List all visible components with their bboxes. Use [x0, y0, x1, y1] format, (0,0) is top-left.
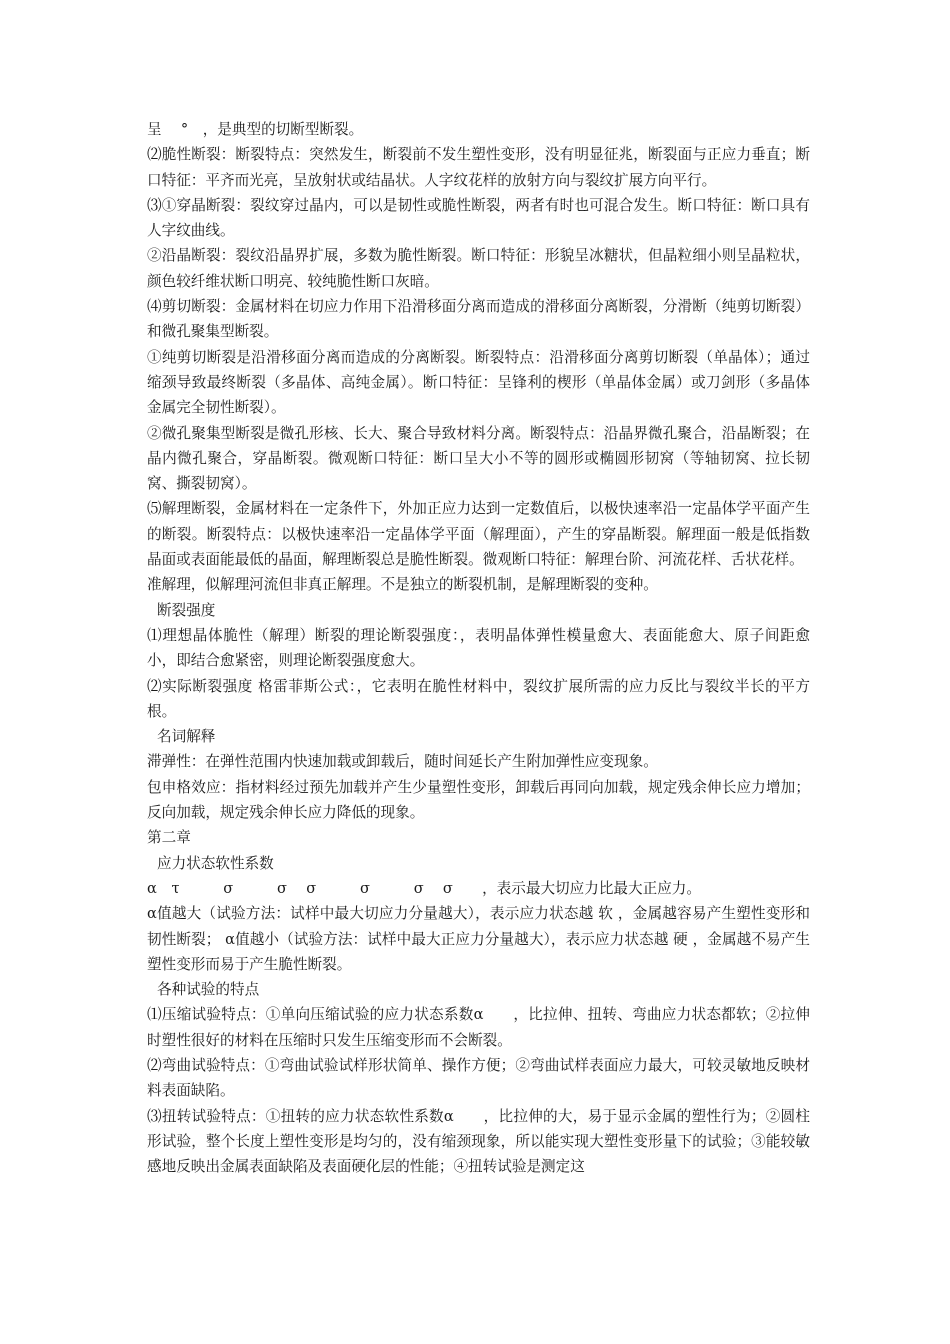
- paragraph-shear-fracture: ⑷剪切断裂：金属材料在切应力作用下沿滑移面分离而造成的滑移面分离断裂，分滑断（纯剪切断裂）和微孔聚集型断裂。: [147, 298, 810, 341]
- paragraph-bending-test: ⑵弯曲试验特点：①弯曲试验试样形状简单、操作方便；②弯曲试样表面应力最大，可较灵敏地反映材料表面缺陷。: [147, 1056, 810, 1100]
- paragraph-transgranular-fracture: ⑶①穿晶断裂：裂纹穿过晶内，可以是韧性或脆性断裂，两者有时也可混合发生。断口特征：断口具有人字纹曲线。: [147, 196, 810, 240]
- paragraph-anelasticity: 滞弹性：在弹性范围内快速加载或卸载后，随时间延长产生附加弹性应变现象。: [147, 753, 658, 771]
- paragraph-shear-fracture-angle: 呈 ° ，是典型的切断型断裂。: [147, 121, 364, 138]
- paragraph-intergranular-fracture: ②沿晶断裂：裂纹沿晶界扩展，多数为脆性断裂。断口特征：形貌呈冰糖状，但晶粒细小则呈晶粒状，颜色较纤维状断口明亮、较纯脆性断口灰暗。: [147, 247, 810, 290]
- paragraph-quasi-cleavage: 准解理，似解理河流但非真正解理。不是独立的断裂机制，是解理断裂的变种。: [147, 576, 658, 594]
- paragraph-microvoid-coalescence: ②微孔聚集型断裂是微孔形核、长大、聚合导致材料分离。断裂特点：沿晶界微孔聚合，沿晶断裂；在晶内微孔聚合，穿晶断裂。微观断口特征：断口呈大小不等的圆形或椭圆形韧窝（等轴韧窝、拉长韧窝、撕裂韧窝）。: [147, 424, 810, 493]
- chapter-title: 第二章: [147, 829, 191, 847]
- paragraph-brittle-fracture: ⑵脆性断裂：断裂特点：突然发生，断裂前不发生塑性变形，没有明显征兆，断裂面与正应力垂直；断口特征：平齐而光亮，呈放射状或结晶状。人字纹花样的放射方向与裂纹扩展方向平行。: [147, 146, 810, 189]
- paragraph-pure-shear-fracture: ①纯剪切断裂是沿滑移面分离而造成的分离断裂。断裂特点：沿滑移面分离剪切断裂（单晶体）；通过缩颈导致最终断裂（多晶体、高纯金属）。断口特征：呈锋利的楔形（单晶体金属）或刀剑形（多晶体金属完全韧性断裂）。: [147, 348, 810, 417]
- heading-terms: 名词解释: [157, 728, 216, 746]
- paragraph-softness-formula: α τ σ σ σ σ σ σ ，表示最大切应力比最大正应力。: [147, 879, 701, 897]
- paragraph-alpha-meaning: α值越大（试验方法：试样中最大切应力分量越大），表示应力状态越 软 ，金属越容易产生塑性变形和韧性断裂； α值越小（试验方法：试样中最大正应力分量越大），表示应力状态越 硬 ，金属越不易产生塑性变形而易于产生脆性断裂。: [147, 905, 810, 973]
- paragraph-theoretical-strength: ⑴理想晶体脆性（解理）断裂的理论断裂强度：，表明晶体弹性模量愈大、表面能愈大、原子间距愈小，即结合愈紧密，则理论断裂强度愈大。: [147, 626, 810, 670]
- paragraph-compression-test: ⑴压缩试验特点：①单向压缩试验的应力状态系数α ，比拉伸、扭转、弯曲应力状态都软；②拉伸时塑性很好的材料在压缩时只发生压缩变形而不会断裂。: [147, 1006, 810, 1049]
- paragraph-bauschinger-effect: 包申格效应：指材料经过预先加载并产生少量塑性变形，卸载后再同向加载，规定残余伸长应力增加；反向加载，规定残余伸长应力降低的现象。: [147, 778, 810, 822]
- paragraph-torsion-test: ⑶扭转试验特点：①扭转的应力状态软性系数α ，比拉伸的大，易于显示金属的塑性行为；②圆柱形试验，整个长度上塑性变形是均匀的，没有缩颈现象，所以能实现大塑性变形量下的试验；③能较敏感地反映出金属表面缺陷及表面硬化层的性能；④扭转试验是测定这: [147, 1107, 810, 1176]
- paragraph-griffith-formula: ⑵实际断裂强度 格雷菲斯公式：，它表明在脆性材料中，裂纹扩展所需的应力反比与裂纹半长的平方根。: [147, 677, 810, 720]
- heading-test-features: 各种试验的特点: [157, 981, 260, 999]
- document-page: [147, 117, 810, 1179]
- paragraph-cleavage-fracture: ⑸解理断裂，金属材料在一定条件下，外加正应力达到一定数值后，以极快速率沿一定晶体学平面产生的断裂。断裂特点：以极快速率沿一定晶体学平面（解理面），产生的穿晶断裂。解理面一般是低指数晶面或表面能最低的晶面，解理断裂总是脆性断裂。微观断口特征：解理台阶、河流花样、舌状花样。: [147, 500, 810, 569]
- heading-fracture-strength: 断裂强度: [157, 601, 216, 619]
- heading-stress-state-softness: 应力状态软性系数: [157, 854, 274, 872]
